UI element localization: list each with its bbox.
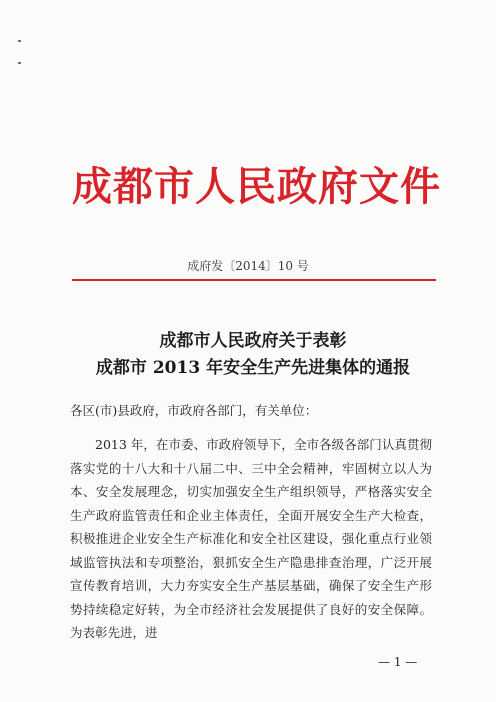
binding-mark [18, 40, 21, 42]
masthead-title: 成都市人民政府文件 [72, 164, 441, 210]
notice-title-line-2: 成都市 2013 年安全生产先进集体的通报 [95, 358, 411, 378]
binding-mark [18, 62, 21, 64]
page-number: — 1 — [378, 655, 418, 669]
red-divider-line [72, 279, 436, 281]
body-paragraph: 2013 年，在市委、市政府领导下，全市各级各部门认真贯彻落实党的十八大和十八届二中、三中全会精神，牢固树立以人为本、安全发展理念，切实加强安全生产组织领导，严格落实安全生产政府监管责任和企业主体责任，全面开展安全生产大检查，积极推进企业安全生产标准化和安全社区建设，强化重点行业领域监管执法和专项整治，狠抓安全生产隐患排查治理，广泛开展宣传教育培训，大力夯实安全生产基层基础，确保了安全生产形势持续稳定好转，为全市经济社会发展提供了良好的安全保障。为表彰先进，进 [70, 437, 432, 640]
salutation: 各区(市)县政府，市政府各部门，有关单位： [70, 403, 318, 418]
document-number: 成府发〔2014〕10 号 [187, 259, 309, 273]
notice-title-line-1: 成都市人民政府关于表彰 [159, 331, 347, 351]
